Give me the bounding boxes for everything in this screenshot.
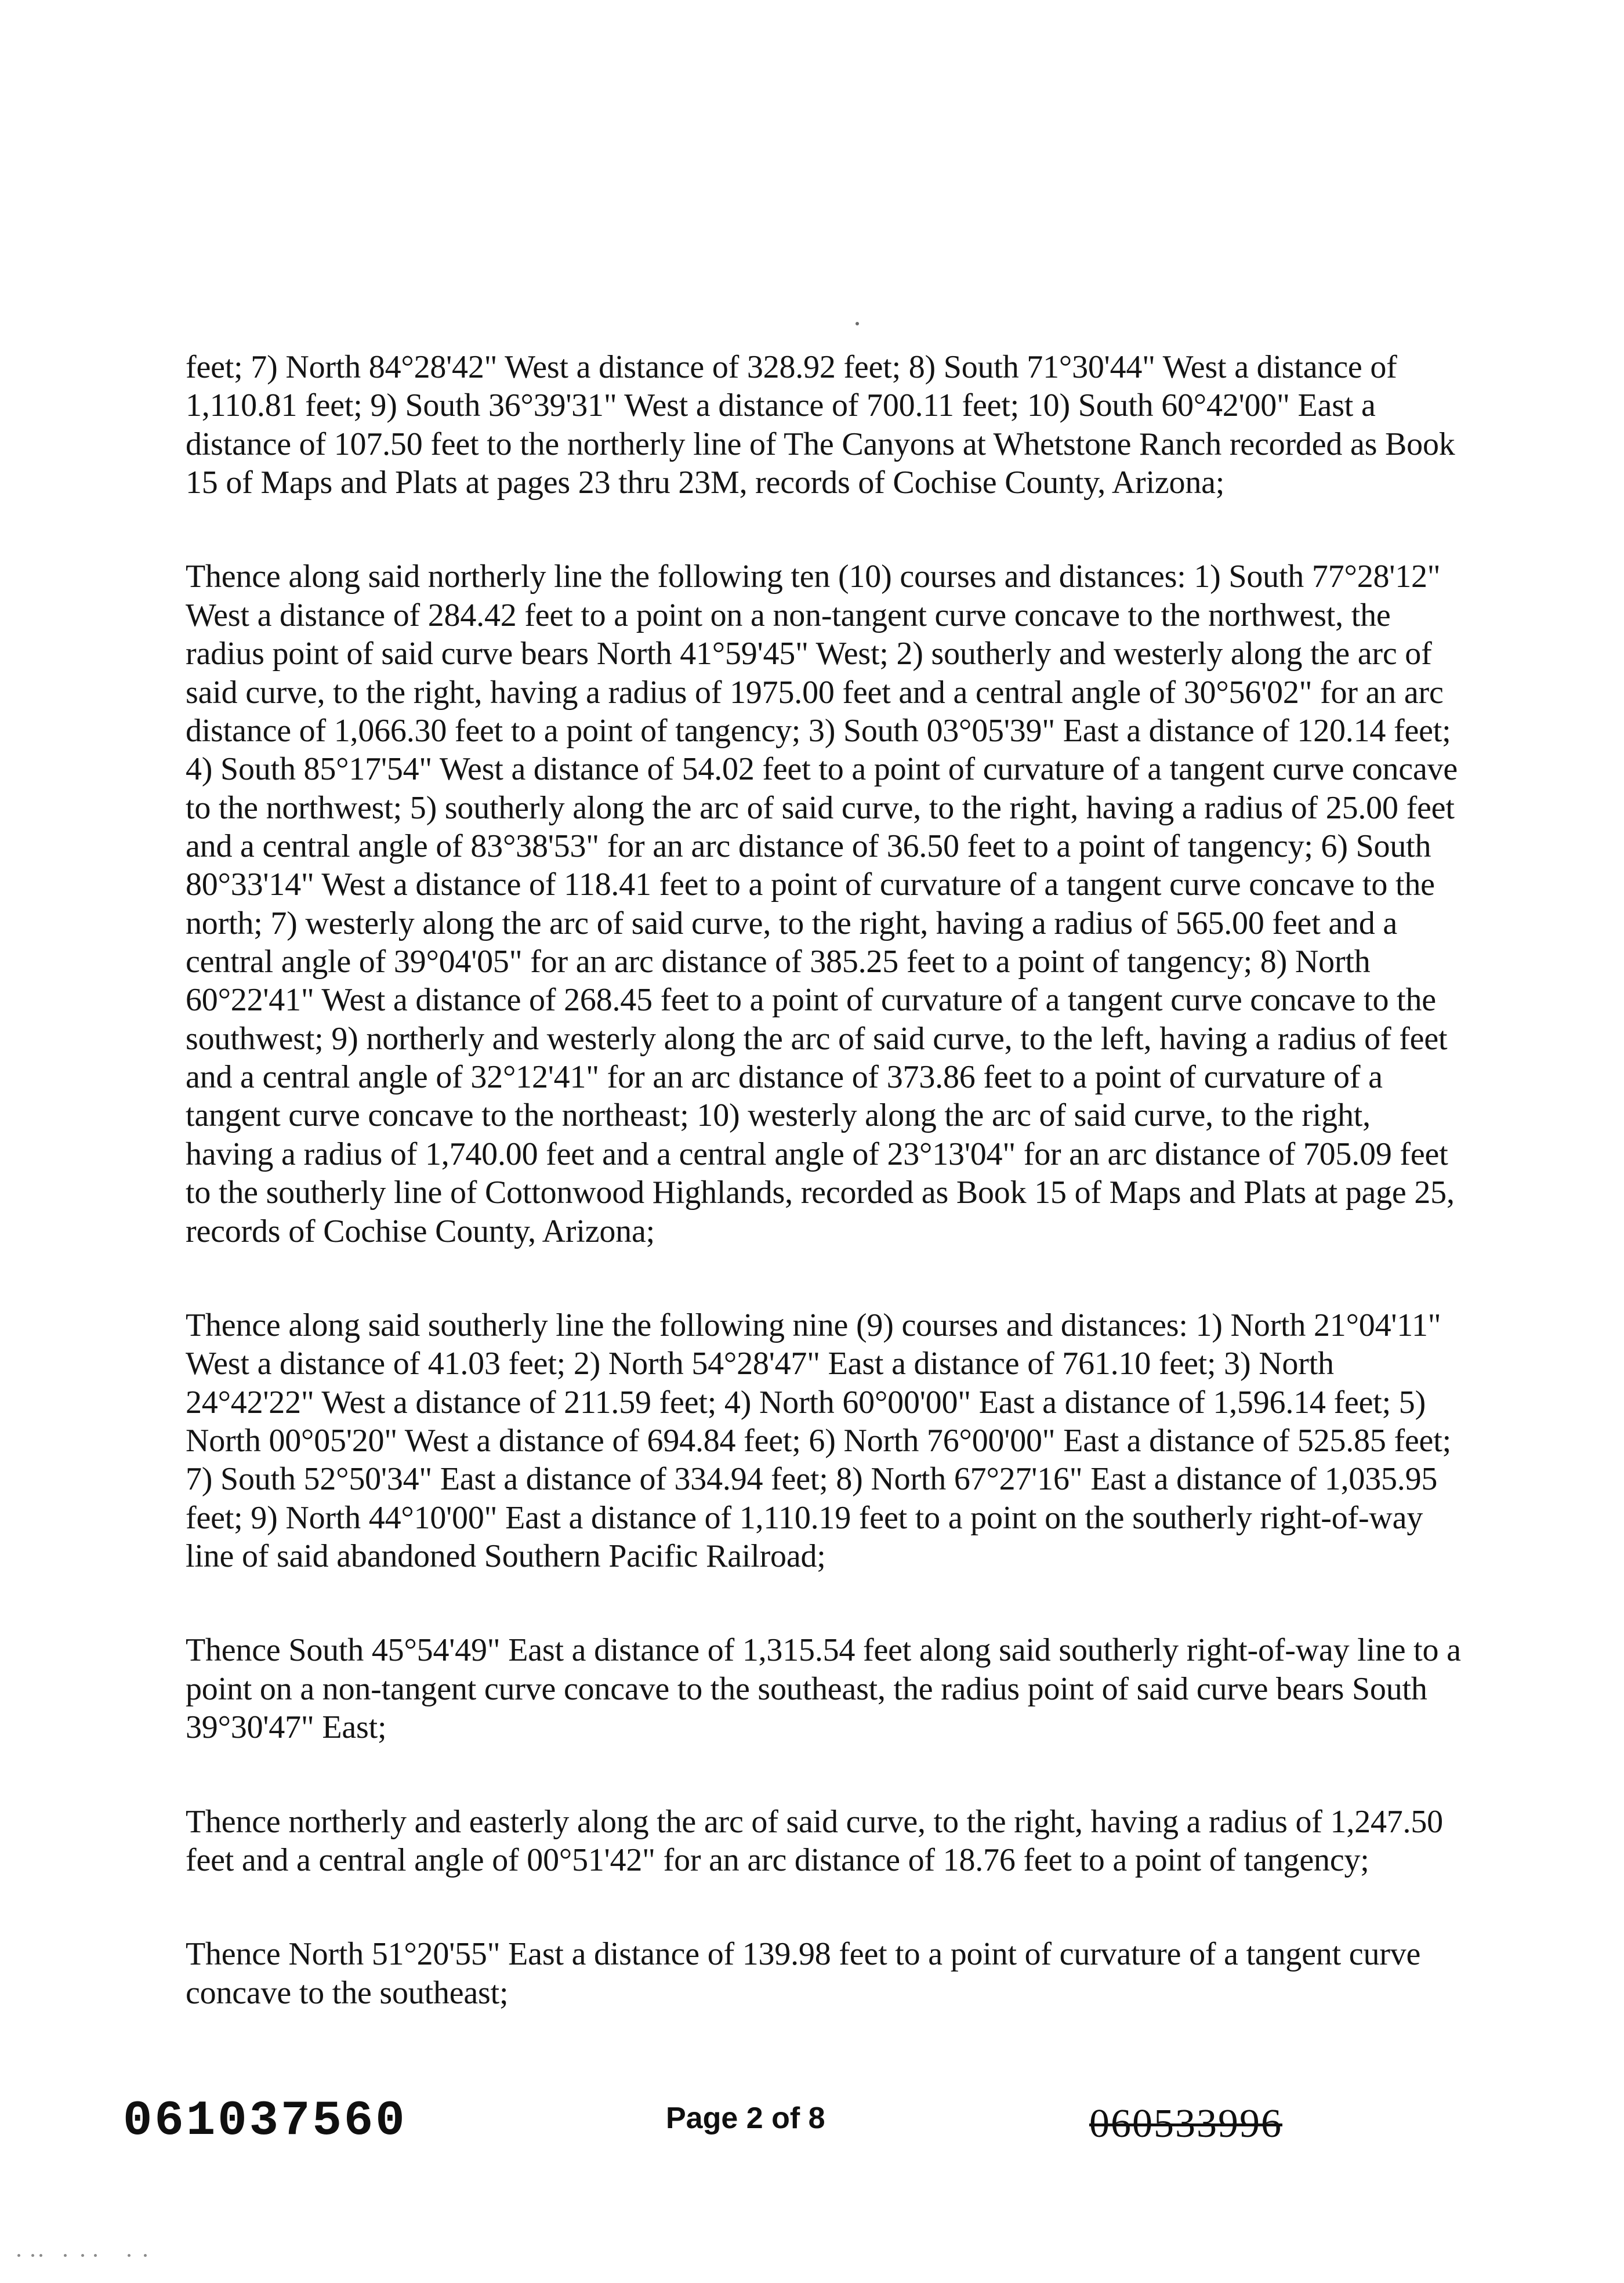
scan-speck <box>855 322 859 325</box>
struck-stamp-number: 060533996 <box>1089 2101 1282 2146</box>
document-number: 061037560 <box>123 2094 407 2149</box>
scan-noise <box>12 2251 162 2262</box>
page-number: Page 2 of 8 <box>666 2101 825 2135</box>
paragraph-2: Thence along said northerly line the following ten (10) courses and distances: 1) South 77°28'12" West a distance of 284.42 feet to a point on a non-tangent curve concave to the northwest, the radius point of said curve bears North 41°59'45" West; 2) southerly and westerly along the arc of said curve, to the right, having a radius of 1975.00 feet and a central angle of 30°56'02" for an arc distance of 1,066.30 feet to a point of tangency; 3) South 03°05'39" East a distance of 120.14 feet; 4) South 85°17'54" West a distance of 54.02 feet to a point of curvature of a tangent curve concave to the northwest; 5) southerly along the arc of said curve, to the right, having a radius of 25.00 feet and a central angle of 83°38'53" for an arc distance of 36.50 feet to a point of tangency; 6) South 80°33'14" West a distance of 118.41 feet to a point of curvature of a tangent curve concave to the north; 7) westerly along the arc of said curve, to the right, having a radius of 565.00 feet and a central angle of 39°04'05" for an arc distance of 385.25 feet to a point of tangency; 8) North 60°22'41" West a distance of 268.45 feet to a point of curvature of a tangent curve concave to the southwest; 9) northerly and westerly along the arc of said curve, to the left, having a radius of feet and a central angle of 32°12'41" for an arc distance of 373.86 feet to a point of curvature of a tangent curve concave to the northeast; 10) westerly along the arc of said curve, to the right, having a radius of 1,740.00 feet and a central angle of 23°13'04" for an arc distance of 705.09 feet to the southerly line of Cottonwood Highlands, recorded as Book 15 of Maps and Plats at page 25, records of Cochise County, Arizona; <box>186 559 1458 1249</box>
paragraph-5: Thence northerly and easterly along the arc of said curve, to the right, having a radius of 1,247.50 feet and a central angle of 00°51'42" for an arc distance of 18.76 feet to a point of tangency; <box>186 1803 1443 1878</box>
paragraph-3: Thence along said southerly line the following nine (9) courses and distances: 1) North 21°04'11" West a distance of 41.03 feet; 2) North 54°28'47" East a distance of 761.10 feet; 3) North 24°42'22" West a distance of 211.59 feet; 4) North 60°00'00" East a distance of 1,596.14 feet; 5) North 00°05'20" West a distance of 694.84 feet; 6) North 76°00'00" East a distance of 525.85 feet; 7) South 52°50'34" East a distance of 334.94 feet; 8) North 67°27'16" East a distance of 1,035.95 feet; 9) North 44°10'00" East a distance of 1,110.19 feet to a point on the southerly right-of-way line of said abandoned Southern Pacific Railroad; <box>186 1307 1451 1575</box>
paragraph-1: feet; 7) North 84°28'42" West a distance of 328.92 feet; 8) South 71°30'44" West a distance of 1,110.81 feet; 9) South 36°39'31" West a distance of 700.11 feet; 10) South 60°42'00" East a distance of 107.50 feet to the northerly line of The Canyons at Whetstone Ranch recorded as Book 15 of Maps and Plats at pages 23 thru 23M, records of Cochise County, Arizona; <box>186 349 1455 501</box>
legal-description-body <box>186 348 1462 2068</box>
paragraph-4: Thence South 45°54'49" East a distance of 1,315.54 feet along said southerly right-of-way line to a point on a non-tangent curve concave to the southeast, the radius point of said curve bears South 39°30'47" East; <box>186 1632 1461 1746</box>
paragraph-6: Thence North 51°20'55" East a distance of 139.98 feet to a point of curvature of a tangent curve concave to the southeast; <box>186 1936 1421 2011</box>
